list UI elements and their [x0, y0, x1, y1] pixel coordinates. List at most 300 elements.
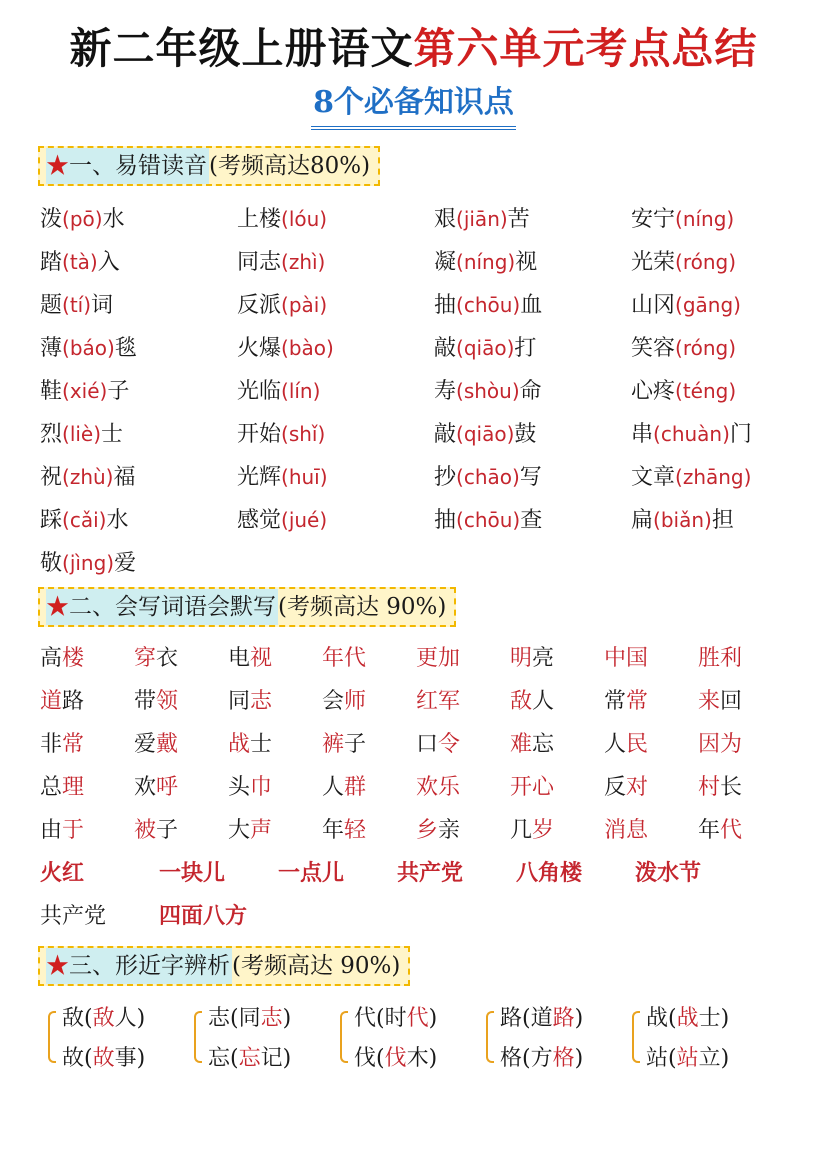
- similar-line: [208, 1001, 291, 1032]
- reading-suffix: 苦: [507, 207, 530, 232]
- word-red: 师: [344, 689, 367, 714]
- star-icon: ★: [46, 594, 69, 620]
- word-item: [416, 727, 510, 758]
- similar-pair: [194, 997, 340, 1077]
- title-part1: 新二年级上册语文: [69, 24, 414, 73]
- reading-item: [237, 245, 434, 276]
- word-item: [40, 813, 134, 844]
- reading-pinyin: (chuàn): [653, 422, 730, 446]
- reading-row: [40, 411, 781, 454]
- phrase-item: 一点儿: [278, 860, 345, 886]
- similar-line: [62, 1001, 145, 1032]
- page-title: [0, 22, 827, 76]
- reading-word: 踩: [40, 508, 63, 533]
- similar-red: 伐: [384, 1046, 407, 1071]
- similar-text: 志(同: [208, 1006, 261, 1031]
- word-item: [698, 641, 792, 672]
- reading-suffix: 福: [113, 465, 136, 490]
- word-item: [510, 770, 604, 801]
- word-black: 欢: [134, 775, 157, 800]
- similar-text: 战(: [646, 1006, 677, 1031]
- similar-red: 志: [260, 1006, 283, 1031]
- similar-line: [354, 1041, 437, 1072]
- word-item: [40, 641, 134, 672]
- reading-item: [631, 374, 781, 405]
- word-item: [698, 770, 792, 801]
- phrase-item: 共产党: [397, 860, 464, 886]
- word-red: 常: [62, 732, 85, 757]
- word-black: 口: [416, 732, 439, 757]
- word-red: 村: [698, 775, 721, 800]
- words-grid: [40, 635, 792, 936]
- word-item: [416, 684, 510, 715]
- reading-suffix: 打: [514, 336, 537, 361]
- reading-pinyin: (cǎi): [62, 508, 107, 532]
- word-item: [698, 727, 792, 758]
- similar-line: [646, 1001, 729, 1032]
- reading-suffix: 入: [97, 250, 120, 275]
- reading-pinyin: (pō): [62, 207, 103, 231]
- similar-text: 故(: [62, 1046, 93, 1071]
- word-item: [134, 684, 228, 715]
- phrase-red: 四面八方: [159, 903, 248, 929]
- similar-text: 忘(: [208, 1046, 239, 1071]
- word-red: 代: [720, 818, 743, 843]
- reading-item: [434, 331, 631, 362]
- similar-line: [500, 1041, 583, 1072]
- reading-item: [631, 417, 781, 448]
- reading-word: 同志: [237, 250, 282, 275]
- reading-word: 笑容: [631, 336, 676, 361]
- bracket-icon: [340, 1011, 348, 1063]
- reading-row: [40, 540, 781, 583]
- word-red: 来: [698, 689, 721, 714]
- reading-row: [40, 368, 781, 411]
- subtitle: [0, 82, 827, 130]
- reading-pinyin: (jué): [281, 508, 328, 532]
- similar-line: [500, 1001, 583, 1032]
- section-header-words: [38, 587, 456, 627]
- bracket-icon: [632, 1011, 640, 1063]
- reading-suffix: 子: [107, 379, 130, 404]
- word-black: 人: [604, 732, 627, 757]
- reading-item: [40, 288, 237, 319]
- word-red: 楼: [62, 646, 85, 671]
- word-red: 欢乐: [416, 775, 461, 800]
- word-red: 轻: [344, 818, 367, 843]
- word-item: [698, 684, 792, 715]
- reading-item: [631, 245, 781, 276]
- word-black: 总: [40, 775, 63, 800]
- reading-word: 凝: [434, 250, 457, 275]
- section-title: 一、易错读音: [69, 153, 207, 179]
- phrase-row: [40, 893, 792, 936]
- reading-item: [237, 331, 434, 362]
- word-black: 子: [156, 818, 179, 843]
- reading-word: 艰: [434, 207, 457, 232]
- word-black: 电: [228, 646, 251, 671]
- reading-item: [40, 417, 237, 448]
- reading-suffix: 命: [519, 379, 542, 404]
- reading-item: [434, 503, 631, 534]
- reading-item: [40, 331, 237, 362]
- reading-row: [40, 497, 781, 540]
- similar-pair: [632, 997, 778, 1077]
- word-black: 带: [134, 689, 157, 714]
- reading-suffix: 担: [711, 508, 734, 533]
- star-icon: ★: [46, 953, 69, 979]
- word-red: 群: [344, 775, 367, 800]
- section-note: (考频高达80%): [209, 153, 371, 179]
- reading-pinyin: (gāng): [675, 293, 741, 317]
- reading-pinyin: (zhāng): [675, 465, 752, 489]
- phrase-item: 火红: [40, 860, 85, 886]
- bracket-icon: [48, 1011, 56, 1063]
- reading-row: [40, 282, 781, 325]
- word-row: [40, 678, 792, 721]
- reading-item: [40, 245, 237, 276]
- word-black: 几: [510, 818, 533, 843]
- word-black: 路: [62, 689, 85, 714]
- reading-word: 反派: [237, 293, 282, 318]
- word-red: 明: [510, 646, 533, 671]
- reading-word: 敬: [40, 551, 63, 576]
- title-part2: 第六单元考点总结: [413, 24, 758, 73]
- reading-item: [237, 374, 434, 405]
- reading-word: 薄: [40, 336, 63, 361]
- phrase-item: 泼水节: [635, 860, 702, 886]
- reading-word: 敲: [434, 336, 457, 361]
- word-red: 穿: [134, 646, 157, 671]
- similar-text: 人): [114, 1006, 146, 1031]
- reading-pinyin: (qiāo): [456, 336, 515, 360]
- word-item: [604, 727, 698, 758]
- reading-item: [434, 374, 631, 405]
- similar-red: 站: [676, 1046, 699, 1071]
- reading-suffix: 水: [106, 508, 129, 533]
- similar-line: [62, 1041, 145, 1072]
- reading-item: [40, 546, 237, 577]
- word-item: [228, 813, 322, 844]
- word-black: 忘: [532, 732, 555, 757]
- word-red: 岁: [532, 818, 555, 843]
- word-item: [604, 684, 698, 715]
- word-red: 令: [438, 732, 461, 757]
- similar-text: 事): [114, 1046, 146, 1071]
- readings-grid: [40, 196, 781, 583]
- reading-word: 火爆: [237, 336, 282, 361]
- word-red: 道: [40, 689, 63, 714]
- word-black: 衣: [156, 646, 179, 671]
- similar-text: 立): [698, 1046, 730, 1071]
- reading-word: 踏: [40, 250, 63, 275]
- reading-pinyin: (zhù): [62, 465, 114, 489]
- similar-red: 战: [676, 1006, 699, 1031]
- reading-word: 抽: [434, 508, 457, 533]
- reading-word: 光临: [237, 379, 282, 404]
- word-black: 长: [720, 775, 743, 800]
- word-red: 年代: [322, 646, 367, 671]
- bracket-icon: [194, 1011, 202, 1063]
- reading-item: [40, 503, 237, 534]
- reading-item: [631, 460, 781, 491]
- reading-suffix: 血: [520, 293, 543, 318]
- similar-text: 敌(: [62, 1006, 93, 1031]
- similar-red: 格: [552, 1046, 575, 1071]
- reading-word: 串: [631, 422, 654, 447]
- word-item: [228, 770, 322, 801]
- reading-pinyin: (báo): [62, 336, 115, 360]
- phrase-item: [40, 899, 159, 930]
- word-item: [134, 813, 228, 844]
- word-red: 常: [626, 689, 649, 714]
- reading-word: 光荣: [631, 250, 676, 275]
- phrase-item: 一块儿: [159, 860, 226, 886]
- word-red: 巾: [250, 775, 273, 800]
- reading-row: [40, 239, 781, 282]
- reading-suffix: 查: [520, 508, 543, 533]
- word-red: 敌: [510, 689, 533, 714]
- section-header-readings: [38, 146, 380, 186]
- word-item: [322, 641, 416, 672]
- word-red: 戴: [156, 732, 179, 757]
- reading-suffix: 毯: [114, 336, 137, 361]
- word-red: 消息: [604, 818, 649, 843]
- word-item: [228, 641, 322, 672]
- reading-pinyin: (qiāo): [456, 422, 515, 446]
- similar-pair: [486, 997, 632, 1077]
- reading-item: [631, 503, 781, 534]
- word-red: 更加: [416, 646, 461, 671]
- similar-line: [646, 1041, 729, 1072]
- word-item: [510, 641, 604, 672]
- reading-row: [40, 325, 781, 368]
- word-black: 亲: [438, 818, 461, 843]
- word-red: 民: [626, 732, 649, 757]
- word-red: 因为: [698, 732, 743, 757]
- reading-item: [434, 245, 631, 276]
- word-black: 非: [40, 732, 63, 757]
- reading-row: [40, 196, 781, 239]
- word-row: [40, 764, 792, 807]
- word-item: [510, 727, 604, 758]
- similar-text: 伐(: [354, 1046, 385, 1071]
- word-black: 高: [40, 646, 63, 671]
- reading-suffix: 门: [729, 422, 752, 447]
- word-black: 亮: [532, 646, 555, 671]
- similar-red: 故: [92, 1046, 115, 1071]
- reading-pinyin: (tí): [62, 293, 92, 317]
- reading-word: 抽: [434, 293, 457, 318]
- similar-line: [354, 1001, 437, 1032]
- similar-red: 忘: [238, 1046, 261, 1071]
- word-red: 视: [250, 646, 273, 671]
- word-black: 年: [698, 818, 721, 843]
- reading-item: [237, 503, 434, 534]
- star-icon: ★: [46, 153, 69, 179]
- similar-line: [208, 1041, 291, 1072]
- reading-pinyin: (xié): [62, 379, 108, 403]
- similar-text: 代(时: [354, 1006, 407, 1031]
- similar-pair: [340, 997, 486, 1077]
- similar-red: 敌: [92, 1006, 115, 1031]
- word-red: 于: [62, 818, 85, 843]
- reading-word: 扁: [631, 508, 654, 533]
- word-item: [322, 770, 416, 801]
- word-item: [40, 684, 134, 715]
- reading-word: 寿: [434, 379, 457, 404]
- phrase-item: 八角楼: [516, 860, 583, 886]
- reading-pinyin: (róng): [675, 336, 737, 360]
- reading-item: [237, 460, 434, 491]
- reading-pinyin: (níng): [456, 250, 516, 274]
- reading-word: 鞋: [40, 379, 63, 404]
- similar-text: 格(方: [500, 1046, 553, 1071]
- reading-suffix: 士: [101, 422, 124, 447]
- word-black: 反: [604, 775, 627, 800]
- reading-item: [631, 288, 781, 319]
- word-item: [416, 641, 510, 672]
- reading-word: 心疼: [631, 379, 676, 404]
- word-red: 声: [250, 818, 273, 843]
- word-item: [322, 813, 416, 844]
- reading-pinyin: (shǐ): [281, 422, 326, 446]
- phrase-black: 共产党: [40, 904, 107, 929]
- reading-pinyin: (zhì): [281, 250, 326, 274]
- word-black: 由: [40, 818, 63, 843]
- word-red: 理: [62, 775, 85, 800]
- reading-pinyin: (níng): [675, 207, 735, 231]
- reading-item: [434, 288, 631, 319]
- word-red: 领: [156, 689, 179, 714]
- section-note: (考频高达 90%): [278, 594, 447, 620]
- similar-text: 记): [260, 1046, 292, 1071]
- word-black: 爱: [134, 732, 157, 757]
- reading-item: [237, 417, 434, 448]
- reading-word: 题: [40, 293, 63, 318]
- word-black: 回: [720, 689, 743, 714]
- word-item: [322, 727, 416, 758]
- word-black: 头: [228, 775, 251, 800]
- word-black: 人: [532, 689, 555, 714]
- word-black: 年: [322, 818, 345, 843]
- word-item: [416, 770, 510, 801]
- reading-word: 泼: [40, 207, 63, 232]
- reading-word: 敲: [434, 422, 457, 447]
- reading-item: [434, 460, 631, 491]
- reading-pinyin: (tà): [62, 250, 98, 274]
- word-item: [134, 770, 228, 801]
- phrase-row: [40, 850, 792, 893]
- word-black: 同: [228, 689, 251, 714]
- reading-pinyin: (lín): [281, 379, 321, 403]
- word-black: 士: [250, 732, 273, 757]
- reading-suffix: 鼓: [514, 422, 537, 447]
- section-title: 二、会写词语会默写: [69, 594, 276, 620]
- word-black: 大: [228, 818, 251, 843]
- reading-pinyin: (pài): [281, 293, 328, 317]
- reading-item: [40, 202, 237, 233]
- similar-text: 站(: [646, 1046, 677, 1071]
- similar-red: 路: [552, 1006, 575, 1031]
- similar-text: ): [428, 1006, 438, 1031]
- reading-word: 上楼: [237, 207, 282, 232]
- reading-item: [40, 374, 237, 405]
- reading-item: [434, 417, 631, 448]
- reading-suffix: 爱: [114, 551, 137, 576]
- reading-item: [237, 288, 434, 319]
- similar-text: 木): [406, 1046, 438, 1071]
- word-row: [40, 807, 792, 850]
- reading-word: 感觉: [237, 508, 282, 533]
- reading-word: 祝: [40, 465, 63, 490]
- reading-row: [40, 454, 781, 497]
- word-black: 子: [344, 732, 367, 757]
- reading-word: 山冈: [631, 293, 676, 318]
- word-black: 人: [322, 775, 345, 800]
- word-item: [698, 813, 792, 844]
- word-red: 裤: [322, 732, 345, 757]
- reading-item: [40, 460, 237, 491]
- word-red: 胜利: [698, 646, 743, 671]
- reading-pinyin: (róng): [675, 250, 737, 274]
- word-red: 被: [134, 818, 157, 843]
- word-item: [322, 684, 416, 715]
- reading-pinyin: (biǎn): [653, 508, 712, 532]
- word-item: [604, 813, 698, 844]
- word-black: 会: [322, 689, 345, 714]
- reading-suffix: 写: [519, 465, 542, 490]
- section-note: (考频高达 90%): [232, 953, 401, 979]
- reading-item: [631, 202, 781, 233]
- word-item: [510, 813, 604, 844]
- word-red: 呼: [156, 775, 179, 800]
- reading-pinyin: (chōu): [456, 508, 521, 532]
- reading-pinyin: (huī): [281, 465, 328, 489]
- word-row: [40, 721, 792, 764]
- reading-item: [434, 202, 631, 233]
- similar-text: ): [574, 1006, 584, 1031]
- word-red: 志: [250, 689, 273, 714]
- reading-pinyin: (chōu): [456, 293, 521, 317]
- word-red: 中国: [604, 646, 649, 671]
- reading-suffix: 视: [515, 250, 538, 275]
- similar-text: ): [282, 1006, 292, 1031]
- subtitle-text: 8个必备知识点: [311, 82, 516, 130]
- reading-word: 抄: [434, 465, 457, 490]
- word-item: [134, 727, 228, 758]
- reading-item: [237, 202, 434, 233]
- word-item: [416, 813, 510, 844]
- reading-suffix: 词: [91, 293, 114, 318]
- similar-text: ): [574, 1046, 584, 1071]
- word-item: [510, 684, 604, 715]
- similar-pair: [48, 997, 194, 1077]
- word-item: [604, 641, 698, 672]
- reading-pinyin: (téng): [675, 379, 737, 403]
- reading-pinyin: (chāo): [456, 465, 520, 489]
- reading-suffix: 水: [102, 207, 125, 232]
- section-title: 三、形近字辨析: [69, 953, 230, 979]
- similar-chars: [48, 997, 778, 1077]
- reading-pinyin: (shòu): [456, 379, 520, 403]
- word-red: 对: [626, 775, 649, 800]
- reading-pinyin: (jìng): [62, 551, 115, 575]
- reading-pinyin: (lóu): [281, 207, 328, 231]
- word-item: [40, 727, 134, 758]
- reading-word: 光辉: [237, 465, 282, 490]
- reading-item: [631, 331, 781, 362]
